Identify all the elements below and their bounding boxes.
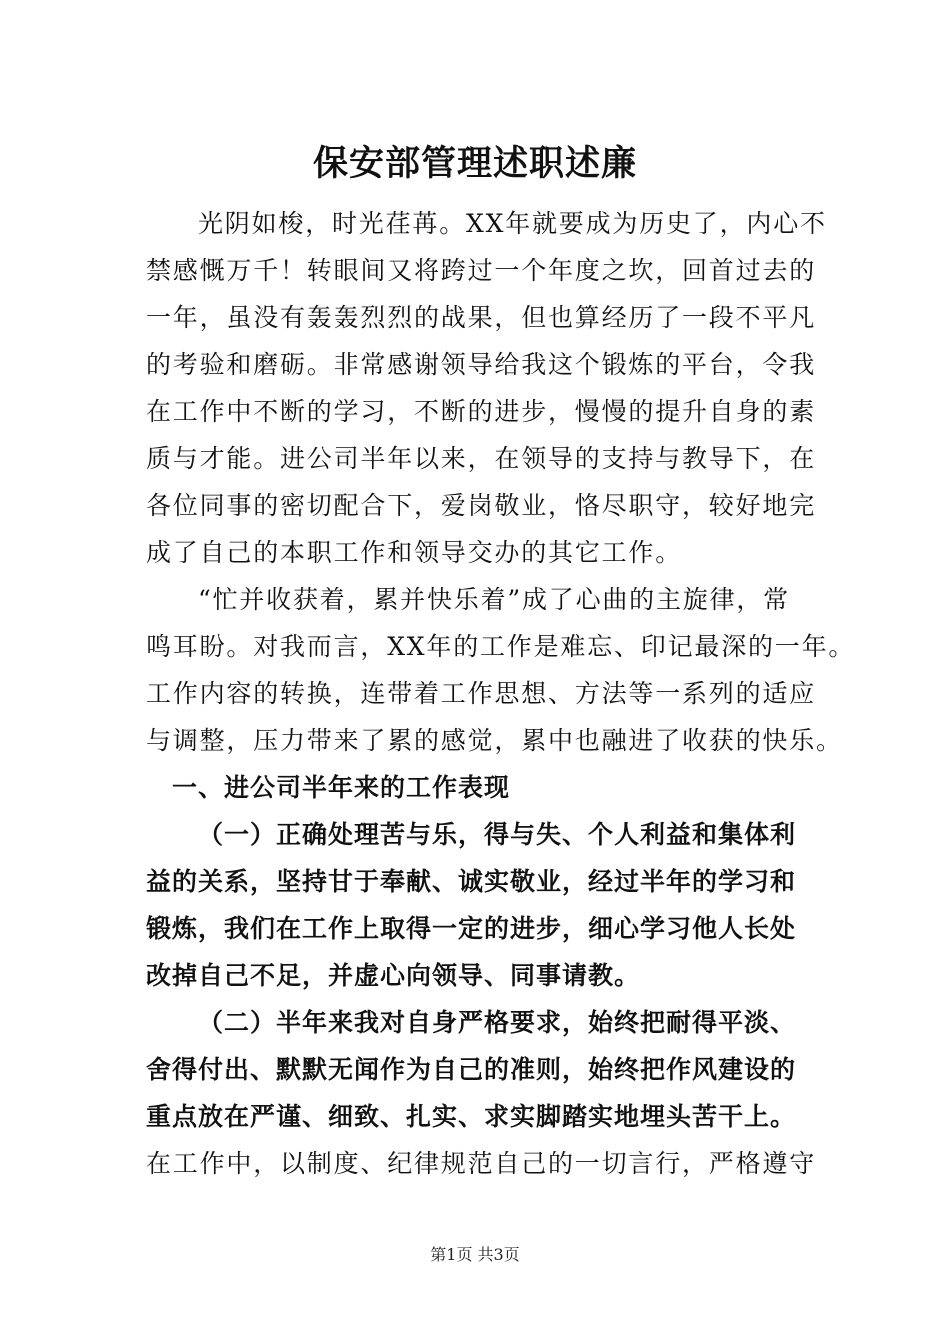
paragraph-line-bold: 益的关系，坚持甘于奉献、诚实敬业，经过半年的学习和 — [146, 867, 797, 896]
paragraph-line: 成了自己的本职工作和领导交办的其它工作。 — [146, 538, 683, 567]
paragraph-line: 工作内容的转换，连带着工作思想、方法等一系列的适应 — [146, 679, 817, 708]
paragraph-line: 鸣耳盼。对我而言，XX年的工作是难忘、印记最深的一年。 — [146, 632, 856, 661]
paragraph-line-bold: 重点放在严谨、细致、扎实、求实脚踏实地埋头苦干上。 — [146, 1102, 797, 1131]
paragraph-line: 一年，虽没有轰轰烈烈的战果，但也算经历了一段不平凡 — [146, 303, 817, 332]
paragraph-line-bold: （二）半年来我对自身严格要求，始终把耐得平淡、 — [198, 1008, 797, 1037]
paragraph-line: 光阴如梭，时光荏苒。XX年就要成为历史了，内心不 — [198, 209, 827, 238]
document-body — [146, 200, 856, 1187]
page-number-footer: 第1页 共3页 — [430, 1245, 520, 1264]
paragraph-line-bold: 锻炼，我们在工作上取得一定的进步，细心学习他人长处 — [146, 914, 797, 943]
paragraph-line: 禁感慨万千！转眼间又将跨过一个年度之坎，回首过去的 — [146, 256, 817, 285]
paragraph-line: 各位同事的密切配合下，爱岗敬业，恪尽职守，较好地完 — [146, 491, 817, 520]
paragraph-line-bold: 舍得付出、默默无闻作为自己的准则，始终把作风建设的 — [146, 1055, 797, 1084]
paragraph-line: 在工作中，以制度、纪律规范自己的一切言行，严格遵守 — [146, 1149, 817, 1178]
paragraph-line: 与调整，压力带来了累的感觉，累中也融进了收获的快乐。 — [146, 726, 843, 755]
paragraph-line: 在工作中不断的学习，不断的进步，慢慢的提升自身的素 — [146, 397, 817, 426]
document-title: 保安部管理述职述廉 — [312, 144, 637, 184]
paragraph-line-bold: 改掉自己不足，并虚心向领导、同事请教。 — [146, 961, 641, 990]
paragraph-line: “忙并收获着，累并快乐着”成了心曲的主旋律，常 — [198, 585, 790, 614]
paragraph-line: 质与才能。进公司半年以来，在领导的支持与教导下，在 — [146, 444, 817, 473]
paragraph-line: 的考验和磨砺。非常感谢领导给我这个锻炼的平台，令我 — [146, 350, 817, 379]
paragraph-line-bold: （一）正确处理苦与乐，得与失、个人利益和集体利 — [198, 820, 797, 849]
section-heading: 一、进公司半年来的工作表现 — [172, 773, 511, 802]
